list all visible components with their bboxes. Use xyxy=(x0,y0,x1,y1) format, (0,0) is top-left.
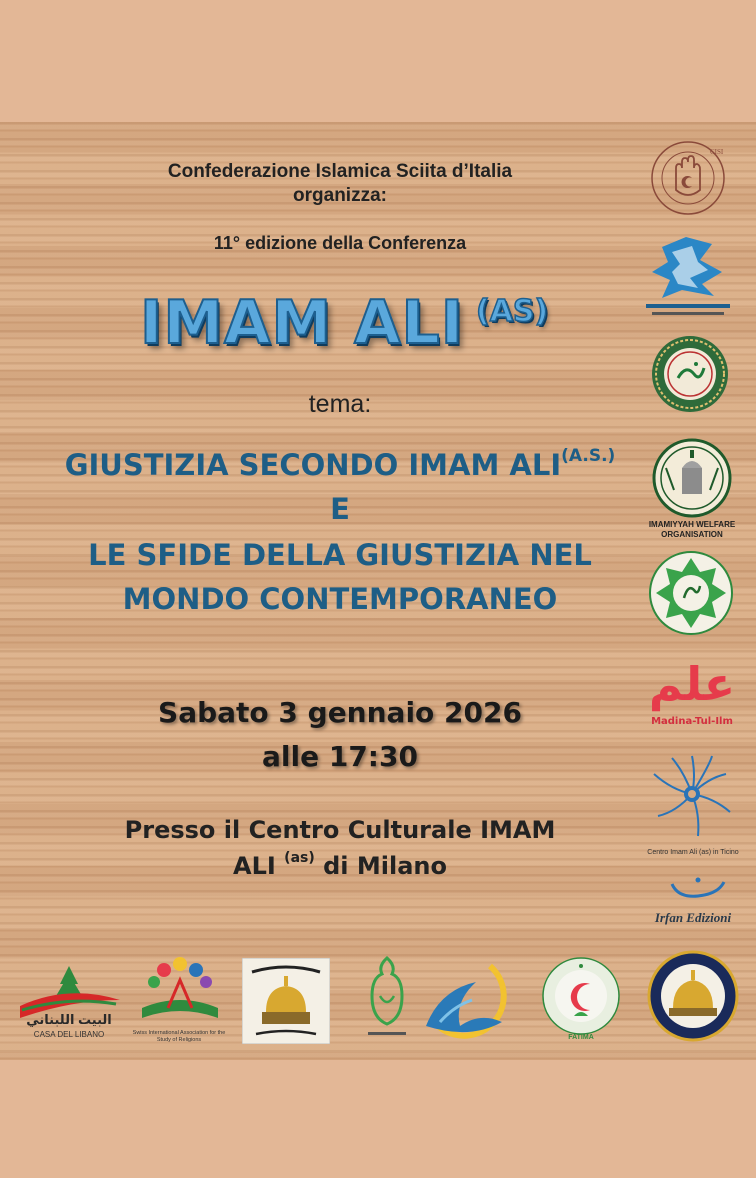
conference-title: IMAM ALI xyxy=(140,288,465,358)
organizer-name: Confederazione Islamica Sciita d’Italia xyxy=(167,161,513,182)
imamiyyah-label: IMAMIYYAH WELFARE xyxy=(648,520,736,529)
libano-label: CASA DEL LIBANO xyxy=(33,1030,105,1039)
imamiyyah-label-2: ORGANISATION xyxy=(661,530,723,539)
centro-islamico-imam-mahdi-logo xyxy=(352,952,422,1044)
venue-line-1: Presso il Centro Culturale IMAM xyxy=(124,816,556,844)
donne-musulmane-fatima-logo xyxy=(540,954,622,1044)
cisi-hamsa-logo xyxy=(648,138,728,218)
conference-title-sup: (AS) xyxy=(476,294,549,329)
venue-sup: (as) xyxy=(284,850,315,866)
ticino-label: Centro Imam Ali (as) in Ticino xyxy=(647,849,739,856)
venue-line-2 xyxy=(0,852,680,880)
libano-arabic-label: البيت اللبناني xyxy=(26,1012,112,1027)
theme-line-1 xyxy=(0,448,680,482)
navy-gold-dome-logo xyxy=(646,950,740,1042)
mandala-calligraphy-logo xyxy=(650,334,730,414)
theme-label: tema: xyxy=(308,390,372,418)
fatima-label: FATIMA xyxy=(568,1034,594,1041)
event-date: Sabato 3 gennaio 2026 xyxy=(158,696,522,729)
madina-tul-ilm-logo xyxy=(646,652,738,740)
theme-line-1-sup: (A.S.) xyxy=(561,446,616,466)
irfan-label: Irfan Edizioni xyxy=(654,910,732,925)
cisi-label: CISI xyxy=(710,148,724,156)
blue-wave-crescent-logo xyxy=(420,956,522,1044)
madina-label: Madina-Tul-Ilm xyxy=(651,716,733,727)
shrine-golden-dome-logo xyxy=(242,958,330,1044)
madina-arabic-glyph: علم xyxy=(648,657,736,711)
imamiyyah-welfare-logo xyxy=(652,438,732,518)
irfan-edizioni-mark xyxy=(668,874,728,902)
edition-label: 11° edizione della Conferenza xyxy=(213,233,467,253)
venue-ali: ALI xyxy=(233,852,276,880)
event-poster xyxy=(0,122,756,1060)
green-islamic-emblem-logo xyxy=(648,550,734,636)
theme-line-2: E xyxy=(330,492,350,526)
centro-ticino-star-logo xyxy=(648,750,736,842)
swiss-label: Swiss International Association for the Study of Religions xyxy=(132,1030,226,1043)
swiss-association-religions-logo xyxy=(134,952,224,1030)
venue-city: di Milano xyxy=(323,852,447,880)
theme-line-1-text: GIUSTIZIA SECONDO IMAM ALI xyxy=(64,448,562,482)
event-time: alle 17:30 xyxy=(262,740,418,773)
centro-imam-ali-calligraphy-logo xyxy=(642,232,734,320)
theme-line-4: MONDO CONTEMPORANEO xyxy=(122,582,558,616)
organizes-label: organizza: xyxy=(293,185,387,206)
theme-line-3: LE SFIDE DELLA GIUSTIZIA NEL xyxy=(88,538,592,572)
